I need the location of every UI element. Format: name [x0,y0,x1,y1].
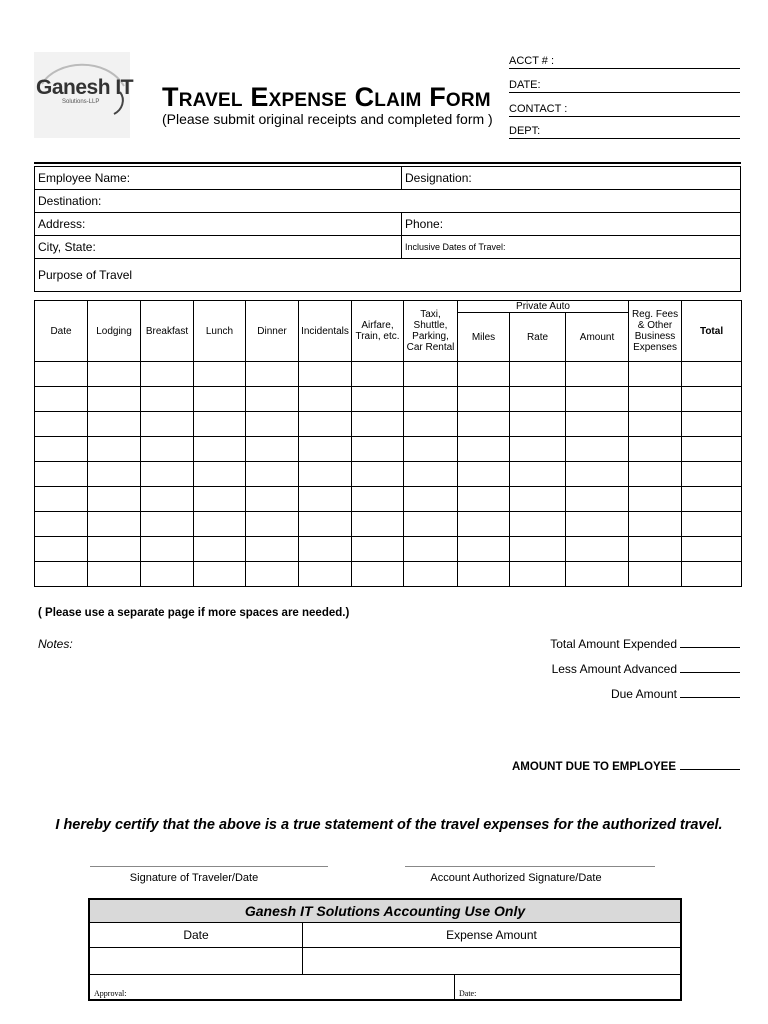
table-row [35,437,742,462]
expense-cell[interactable] [510,362,566,387]
expense-cell[interactable] [35,512,88,537]
expense-cell[interactable] [352,387,404,412]
expense-cell[interactable] [352,437,404,462]
expense-cell[interactable] [629,387,682,412]
date-label: DATE: [509,79,541,91]
expense-cell[interactable] [682,487,742,512]
accounting-expense-cell[interactable] [303,948,682,975]
address-field[interactable]: Address: [35,213,402,236]
contact-label: CONTACT : [509,103,568,115]
expense-cell[interactable] [299,512,352,537]
expense-cell[interactable] [35,537,88,562]
expense-cell[interactable] [141,512,194,537]
expense-cell[interactable] [458,537,510,562]
expense-cell[interactable] [246,412,299,437]
expense-cell[interactable] [682,562,742,587]
expense-cell[interactable] [246,487,299,512]
expense-cell[interactable] [566,512,629,537]
expense-cell[interactable] [35,487,88,512]
expense-cell[interactable] [246,387,299,412]
expense-cell[interactable] [141,487,194,512]
col-breakfast: Breakfast [141,301,194,362]
expense-cell[interactable] [458,437,510,462]
expense-cell[interactable] [299,362,352,387]
expense-cell[interactable] [352,487,404,512]
table-row [35,412,742,437]
expense-cell[interactable] [352,412,404,437]
expense-cell[interactable] [510,562,566,587]
dept-label: DEPT: [509,125,541,137]
expense-cell[interactable] [35,387,88,412]
traveler-signature-line[interactable] [90,866,328,867]
acct-label: ACCT # : [509,55,555,67]
expense-cell[interactable] [682,437,742,462]
expense-cell[interactable] [566,412,629,437]
expense-cell[interactable] [141,562,194,587]
approval-date-field[interactable]: Date: [455,975,682,1001]
expense-cell[interactable] [510,412,566,437]
expense-cell[interactable] [88,537,141,562]
amount-due-employee-label: AMOUNT DUE TO EMPLOYEE [512,761,676,773]
expense-cell[interactable] [510,462,566,487]
expense-cell[interactable] [88,462,141,487]
approval-field[interactable]: Approval: [89,975,455,1001]
expense-cell[interactable] [299,562,352,587]
due-amount-row[interactable] [611,687,740,701]
certification-statement: I hereby certify that the above is a true statement of the travel expenses for the authorized travel. [55,817,723,833]
expense-cell[interactable] [194,562,246,587]
expense-cell[interactable] [35,437,88,462]
inclusive-dates-field[interactable]: Inclusive Dates of Travel: [402,236,741,259]
form-title: Travel Expense Claim Form [162,82,491,112]
amount-due-employee-row[interactable] [512,761,740,773]
accounting-table [88,898,682,1001]
expense-cell[interactable] [510,387,566,412]
table-row [35,562,742,587]
table-row [35,537,742,562]
accounting-header: Ganesh IT Solutions Accounting Use Only [89,899,681,923]
expense-cell[interactable] [458,512,510,537]
expense-cell[interactable] [88,512,141,537]
less-advanced-row[interactable] [552,662,740,676]
expense-cell[interactable] [510,512,566,537]
expense-cell[interactable] [510,437,566,462]
col-airfare: Airfare, Train, etc. [352,301,404,362]
expense-cell[interactable] [194,362,246,387]
expense-cell[interactable] [194,537,246,562]
expense-cell[interactable] [682,512,742,537]
traveler-signature-label: Signature of Traveler/Date [129,872,259,884]
total-expended-row[interactable] [550,637,740,651]
expense-cell[interactable] [194,462,246,487]
expense-cell[interactable] [404,562,458,587]
expense-cell[interactable] [682,462,742,487]
expense-cell[interactable] [566,562,629,587]
employee-name-field[interactable]: Employee Name: [35,167,402,190]
expense-cell[interactable] [510,537,566,562]
expense-cell[interactable] [352,362,404,387]
expense-cell[interactable] [299,462,352,487]
accounting-expense-header: Expense Amount [303,923,682,948]
less-advanced-label: Less Amount Advanced [551,662,677,676]
expense-cell[interactable] [682,537,742,562]
table-row [35,462,742,487]
expense-cell[interactable] [458,562,510,587]
employee-info-table [34,166,741,292]
table-row [35,512,742,537]
notes-label: Notes: [38,637,73,651]
expense-cell[interactable] [404,362,458,387]
expense-cell[interactable] [566,387,629,412]
expense-cell[interactable] [88,362,141,387]
col-dinner: Dinner [246,301,299,362]
expense-cell[interactable] [194,387,246,412]
expense-cell[interactable] [194,512,246,537]
col-taxi: Taxi, Shuttle, Parking, Car Rental [404,301,458,362]
expense-cell[interactable] [88,412,141,437]
expense-cell[interactable] [88,562,141,587]
form-subtitle: (Please submit original receipts and completed form ) [162,111,493,127]
expense-cell[interactable] [246,362,299,387]
expense-cell[interactable] [404,462,458,487]
expense-cell[interactable] [88,487,141,512]
expense-cell[interactable] [566,437,629,462]
expense-cell[interactable] [141,462,194,487]
accounting-date-cell[interactable] [89,948,303,975]
col-date: Date [35,301,88,362]
expense-cell[interactable] [246,462,299,487]
expense-cell[interactable] [682,362,742,387]
expense-cell[interactable] [404,512,458,537]
expense-cell[interactable] [35,412,88,437]
due-amount-label: Due Amount [610,687,677,701]
table-row [35,487,742,512]
separate-page-note: ( Please use a separate page if more spaces are needed.) [38,607,350,619]
expense-table [34,300,742,587]
expense-cell[interactable] [629,487,682,512]
expense-cell[interactable] [566,537,629,562]
expense-cell[interactable] [629,562,682,587]
expense-cell[interactable] [458,412,510,437]
expense-cell[interactable] [352,537,404,562]
expense-cell[interactable] [141,387,194,412]
expense-cell[interactable] [246,512,299,537]
col-incidentals: Incidentals [299,301,352,362]
account-signature-line[interactable] [405,866,655,867]
expense-cell[interactable] [458,462,510,487]
expense-cell[interactable] [141,362,194,387]
col-private-auto: Private Auto [458,301,629,313]
col-lunch: Lunch [194,301,246,362]
table-row [35,387,742,412]
expense-cell[interactable] [246,537,299,562]
phone-field[interactable]: Phone: [402,213,741,236]
expense-cell[interactable] [404,537,458,562]
expense-cell[interactable] [682,412,742,437]
table-row [35,362,742,387]
expense-cell[interactable] [299,387,352,412]
expense-cell[interactable] [194,437,246,462]
expense-cell[interactable] [682,387,742,412]
destination-field[interactable]: Destination: [35,190,741,213]
col-miles: Miles [458,313,510,362]
expense-cell[interactable] [299,412,352,437]
total-expended-label: Total Amount Expended [550,637,677,651]
account-signature-label: Account Authorized Signature/Date [430,872,602,884]
expense-cell[interactable] [404,437,458,462]
expense-cell[interactable] [566,362,629,387]
expense-cell[interactable] [35,562,88,587]
expense-cell[interactable] [404,487,458,512]
expense-cell[interactable] [458,387,510,412]
col-amount: Amount [566,313,629,362]
expense-cell[interactable] [35,362,88,387]
expense-cell[interactable] [629,462,682,487]
expense-cell[interactable] [404,412,458,437]
expense-cell[interactable] [141,537,194,562]
expense-cell[interactable] [246,437,299,462]
col-reg-fees: Reg. Fees & Other Business Expenses [629,301,682,362]
expense-cell[interactable] [35,462,88,487]
expense-cell[interactable] [88,387,141,412]
city-state-field[interactable]: City, State: [35,236,402,259]
expense-cell[interactable] [629,512,682,537]
expense-cell[interactable] [352,562,404,587]
expense-cell[interactable] [299,537,352,562]
expense-cell[interactable] [141,412,194,437]
info-top-rule [34,162,741,164]
expense-cell[interactable] [458,362,510,387]
expense-cell[interactable] [404,387,458,412]
col-lodging: Lodging [88,301,141,362]
expense-cell[interactable] [141,437,194,462]
contact-field[interactable] [509,103,740,117]
expense-cell[interactable] [566,487,629,512]
expense-cell[interactable] [299,437,352,462]
expense-cell[interactable] [246,562,299,587]
expense-cell[interactable] [458,487,510,512]
expense-cell[interactable] [510,487,566,512]
accounting-date-header: Date [89,923,303,948]
logo-subtitle: Solutions-LLP [62,99,100,105]
dept-field[interactable] [509,125,740,139]
col-total: Total [682,301,742,362]
expense-cell[interactable] [299,487,352,512]
purpose-field[interactable]: Purpose of Travel [35,259,741,292]
date-field[interactable] [509,79,740,93]
expense-cell[interactable] [194,412,246,437]
expense-cell[interactable] [629,362,682,387]
designation-field[interactable]: Designation: [402,167,741,190]
expense-cell[interactable] [629,437,682,462]
expense-cell[interactable] [88,437,141,462]
logo-brand: Ganesh IT [36,76,134,99]
expense-cell[interactable] [352,512,404,537]
acct-field[interactable] [509,55,740,69]
expense-cell[interactable] [629,537,682,562]
expense-cell[interactable] [566,462,629,487]
expense-cell[interactable] [352,462,404,487]
col-rate: Rate [510,313,566,362]
expense-cell[interactable] [629,412,682,437]
expense-cell[interactable] [194,487,246,512]
